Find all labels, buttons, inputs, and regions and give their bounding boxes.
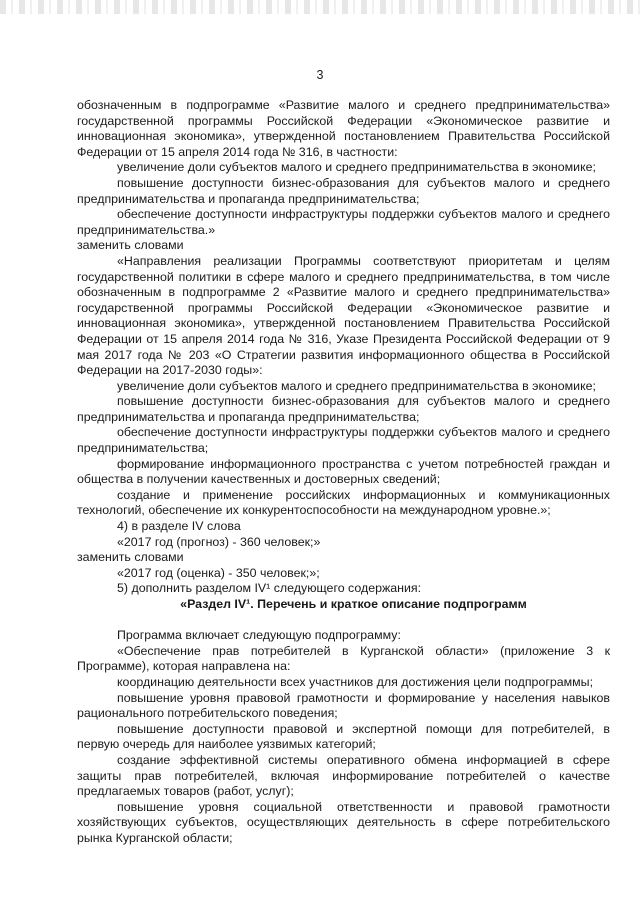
section-heading: «Раздел IV¹. Перечень и краткое описание подпрограмм — [180, 597, 527, 611]
paragraph: обеспечение доступности инфраструктуры поддержки субъектов малого и среднего предпринимательства; — [77, 425, 610, 456]
paragraph: создание и применение российских информационных и коммуникационных технологий, обеспечение их конкурентоспособности на международном уровне.»; — [77, 487, 610, 518]
paragraph: повышение доступности бизнес-образования для субъектов малого и среднего предпринимательства и пропаганда предпринимательства; — [77, 394, 610, 424]
paragraph: повышение доступности правовой и экспертной помощи для потребителей, в первую очередь для наиболее уязвимых категорий; — [77, 721, 610, 752]
paragraph: «2017 год (прогноз) - 360 человек;» — [117, 534, 321, 549]
paragraph: «Направления реализации Программы соответствуют приоритетам и целям государственной политики в сфере малого и среднего предпринимательства, в том числе обозначенным в подпрограмме 2 «Развитие малого и среднего предпринимательства» государственной программы Российской Федерации «Экономическое развитие и инновационная экономика», утвержденной постановлением Правительства Российской Федерации от 15 апреля 2014 года № 316, Указе Президента Российской Федерации от 9 мая 2017 года № 203 «О Стратегии развития информационного общества в Российской Федерации на 2017-2030 годы»: — [77, 253, 610, 378]
page-number: 3 — [316, 68, 324, 82]
paragraph: 5) дополнить разделом IV¹ следующего содержания: — [117, 581, 422, 596]
paragraph: увеличение доли субъектов малого и среднего предпринимательства в экономике; — [117, 378, 596, 393]
paragraph: «Обеспечение прав потребителей в Курганской области» (приложение 3 к Программе), которая направлена на: — [77, 643, 610, 674]
paragraph: увеличение доли субъектов малого и среднего предпринимательства в экономике; — [117, 160, 596, 175]
scan-edge-artifact — [0, 0, 640, 14]
document-body — [77, 98, 610, 847]
paragraph: повышение уровня правовой грамотности и формирование у населения навыков рационального потребительского поведения; — [77, 690, 610, 721]
paragraph: заменить словами — [77, 550, 184, 565]
paragraph: обозначенным в подпрограмме «Развитие малого и среднего предпринимательства» государственной программы Российской Федерации «Экономическое развитие и инновационная экономика», утвержденной постановлением Правительства Российской Федерации от 15 апреля 2014 года № 316, в частности: — [77, 98, 610, 159]
paragraph: формирование информационного пространства с учетом потребностей граждан и общества в получении качественных и достоверных сведений; — [77, 456, 610, 487]
paragraph: «2017 год (оценка) - 350 человек;»; — [117, 565, 320, 580]
paragraph: 4) в разделе IV слова — [117, 519, 241, 534]
paragraph: создание эффективной системы оперативного обмена информацией в сфере защиты прав потребителей, включая информирование потребителей о качестве предлагаемых товаров (работ, услуг); — [77, 752, 610, 799]
paragraph: обеспечение доступности инфраструктуры поддержки субъектов малого и среднего предпринимательства.» — [77, 207, 610, 237]
paragraph: повышение уровня социальной ответственности и правовой грамотности хозяйствующих субъектов, осуществляющих деятельность в сфере потребительского рынка Курганской области; — [77, 799, 610, 845]
paragraph: повышение доступности бизнес-образования для субъектов малого и среднего предпринимательства и пропаганда предпринимательства; — [77, 175, 610, 206]
paragraph: заменить словами — [77, 238, 184, 253]
paragraph: координацию деятельности всех участников для достижения цели подпрограммы; — [117, 674, 594, 689]
paragraph: Программа включает следующую подпрограмму: — [117, 628, 401, 643]
